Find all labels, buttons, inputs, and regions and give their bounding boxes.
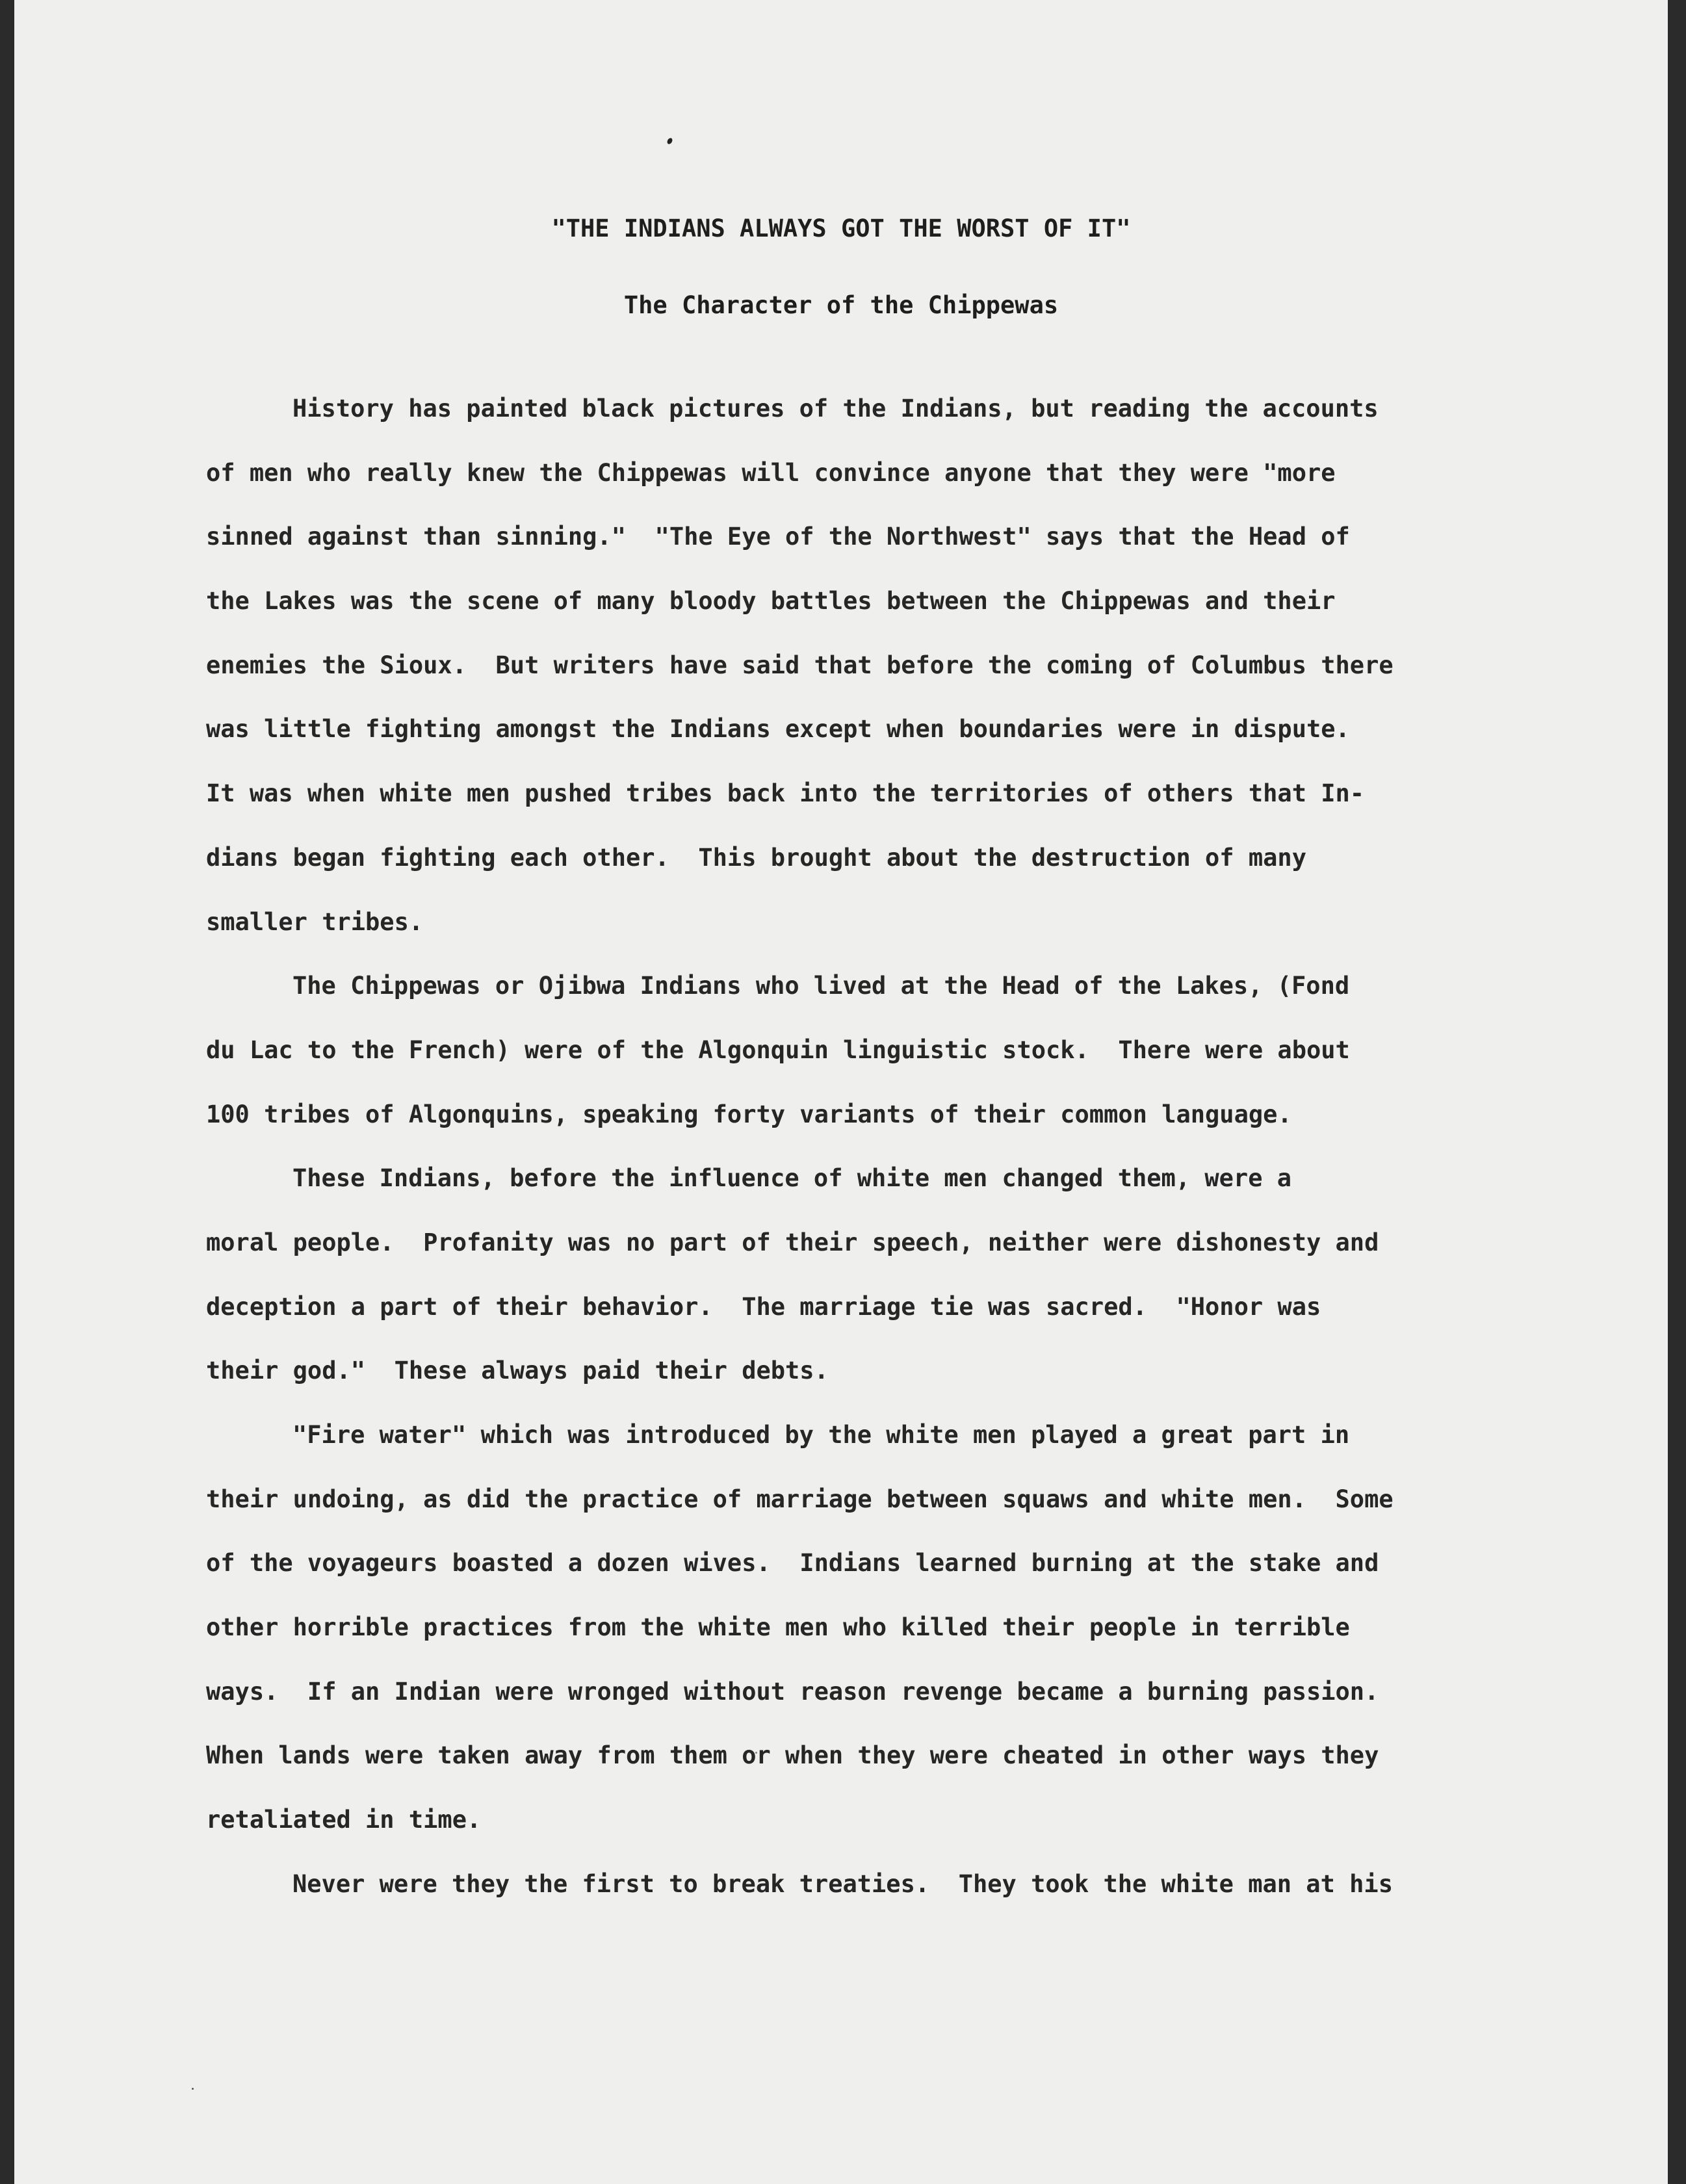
body-line: When lands were taken away from them or when they were cheated in other ways they	[206, 1741, 1379, 1770]
body-line: ways. If an Indian were wronged without reason revenge became a burning passion.	[206, 1677, 1379, 1706]
body-line: smaller tribes.	[206, 907, 424, 936]
body-line: the Lakes was the scene of many bloody battles between the Chippewas and their	[206, 587, 1336, 616]
document-subtitle: The Character of the Chippewas	[623, 291, 1059, 319]
typewritten-page	[14, 0, 1668, 2184]
body-line: their god." These always paid their debts.	[206, 1357, 829, 1385]
ink-speck	[666, 137, 673, 145]
body-line: other horrible practices from the white men who killed their people in terrible	[206, 1613, 1350, 1642]
body-line: It was when white men pushed tribes back into the territories of others that In-	[206, 779, 1365, 808]
body-line: enemies the Sioux. But writers have said that before the coming of Columbus there	[206, 651, 1394, 679]
document-title: "THE INDIANS ALWAYS GOT THE WORST OF IT"	[551, 214, 1131, 242]
body-line: was little fighting amongst the Indians except when boundaries were in dispute.	[206, 715, 1350, 744]
body-line: Never were they the first to break treaties. They took the white man at his	[292, 1869, 1393, 1898]
paper-speck	[192, 2088, 194, 2090]
body-line: 100 tribes of Algonquins, speaking forty variants of their common language.	[206, 1100, 1292, 1128]
body-line: retaliated in time.	[206, 1806, 482, 1834]
body-line: sinned against than sinning." "The Eye of the Northwest" says that the Head of	[206, 523, 1350, 551]
body-line: moral people. Profanity was no part of their speech, neither were dishonesty and	[206, 1228, 1379, 1256]
body-line: The Chippewas or Ojibwa Indians who lived at the Head of the Lakes, (Fond	[292, 972, 1350, 1000]
body-line: deception a part of their behavior. The marriage tie was sacred. "Honor was	[206, 1292, 1321, 1321]
document-body	[206, 377, 1590, 1917]
body-line: of men who really knew the Chippewas will convince anyone that they were "more	[206, 458, 1336, 487]
body-line: "Fire water" which was introduced by the white men played a great part in	[292, 1421, 1350, 1449]
body-line: du Lac to the French) were of the Algonquin linguistic stock. There were about	[206, 1035, 1350, 1064]
body-line: History has painted black pictures of the Indians, but reading the accounts	[292, 395, 1379, 422]
body-line: These Indians, before the influence of white men changed them, were a	[292, 1164, 1292, 1193]
body-line: of the voyageurs boasted a dozen wives. Indians learned burning at the stake and	[206, 1549, 1379, 1578]
body-line: dians began fighting each other. This brought about the destruction of many	[206, 843, 1306, 872]
body-line: their undoing, as did the practice of marriage between squaws and white men. Some	[206, 1485, 1394, 1513]
